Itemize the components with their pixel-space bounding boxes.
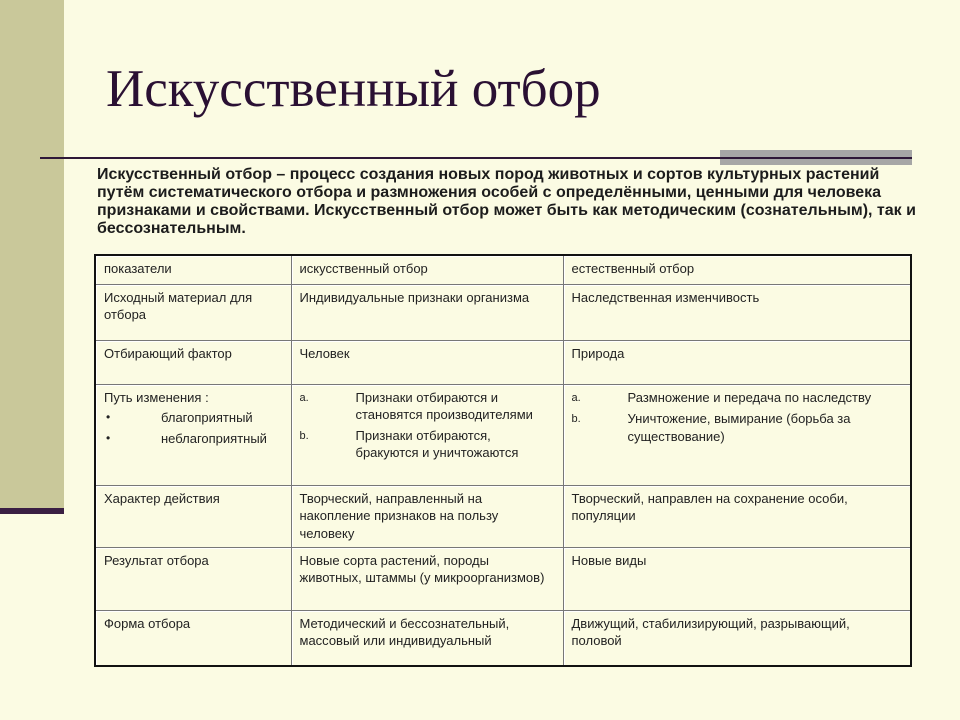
bullet-text: неблагоприятный (161, 430, 267, 446)
left-accent-bar (0, 0, 64, 512)
bullet-icon: • (106, 430, 111, 445)
cell-indicator: Исходный материал для отбора (95, 284, 291, 340)
table-row (95, 610, 911, 666)
left-accent-bar-cap (0, 508, 64, 514)
header-cell-artificial: искусственный отбор (291, 255, 563, 284)
cell-natural (563, 384, 911, 485)
cell-artificial: Методический и бессознательный, массовый или индивидуальный (291, 610, 563, 666)
header-cell-natural: естественный отбор (563, 255, 911, 284)
bullet-icon: • (106, 410, 111, 424)
comparison-table (94, 254, 912, 667)
header-cell-indicators: показатели (95, 255, 291, 284)
title-divider (40, 157, 912, 159)
bullet-text: благоприятный (161, 410, 253, 425)
slide-title: Искусственный отбор (106, 60, 601, 118)
cell-indicator: Форма отбора (95, 610, 291, 666)
cell-indicator: Характер действия (95, 485, 291, 547)
bullet-item (104, 409, 283, 427)
cell-natural: Движущий, стабилизирующий, разрывающий, половой (563, 610, 911, 666)
list-text: Признаки отбираются и становятся производителями (355, 389, 533, 422)
cell-artificial (291, 384, 563, 485)
list-text: Размножение и передача по наследству (627, 389, 872, 405)
cell-natural: Новые виды (563, 547, 911, 610)
bullet-item (104, 430, 283, 448)
cell-natural: Наследственная изменчивость (563, 284, 911, 340)
cell-artificial: Индивидуальные признаки организма (291, 284, 563, 340)
list-item (572, 389, 903, 408)
list-marker: b. (299, 429, 309, 442)
list-marker: a. (299, 391, 309, 404)
cell-artificial: Человек (291, 340, 563, 384)
table-row (95, 485, 911, 547)
cell-indicator (95, 384, 291, 485)
cell-indicator: Результат отбора (95, 547, 291, 610)
list-marker: b. (571, 413, 581, 425)
table-row (95, 340, 911, 384)
cell-artificial: Творческий, направленный на накопление признаков на пользу человеку (291, 485, 563, 547)
path-label: Путь изменения : (104, 389, 209, 405)
list-item (572, 410, 903, 445)
table-row (95, 384, 911, 485)
list-item (300, 427, 555, 462)
definition-text: Искусственный отбор – процесс создания новых пород животных и сортов культурных растений путём систематического отбора и размножения особей с определёнными, ценными для человека признаками и свойствами. Искусственный отбор может быть как методическим (сознательным), так и бессознательным. (97, 166, 916, 237)
list-text: Уничтожение, вымирание (борьба за существование) (627, 411, 851, 444)
table-header-row (95, 255, 911, 284)
cell-natural: Природа (563, 340, 911, 384)
list-marker: a. (571, 391, 581, 404)
table-row (95, 284, 911, 340)
list-text: Признаки отбираются, бракуются и уничтожаются (355, 427, 519, 460)
list-item (300, 389, 555, 424)
cell-artificial: Новые сорта растений, породы животных, штаммы (у микроорганизмов) (291, 547, 563, 610)
cell-indicator: Отбирающий фактор (95, 340, 291, 384)
cell-natural: Творческий, направлен на сохранение особи, популяции (563, 485, 911, 547)
table-row (95, 547, 911, 610)
